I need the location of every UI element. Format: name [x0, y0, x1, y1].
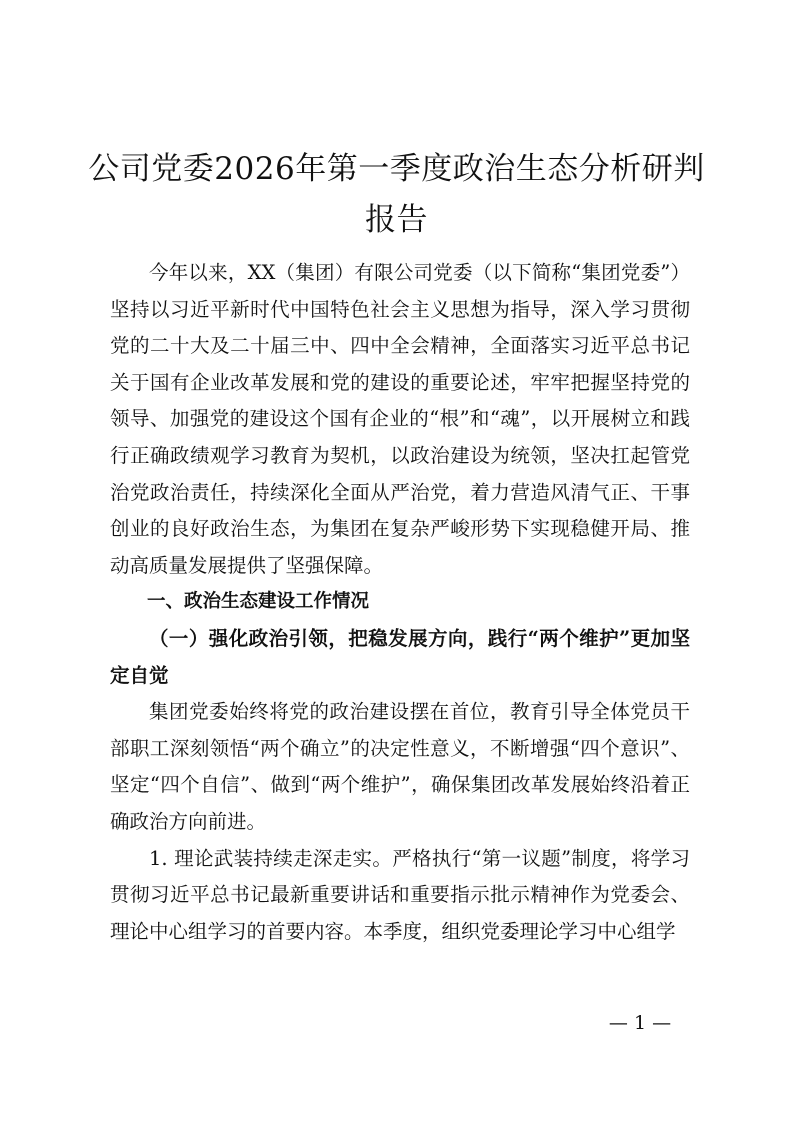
subsection-heading: （一）强化政治引领，把稳发展方向，践行“两个维护”更加坚定自觉	[110, 626, 690, 687]
document-body	[110, 255, 690, 950]
document-title: 公司党委2026年第一季度政治生态分析研判报告	[88, 151, 705, 238]
page-number: — 1 —	[608, 1012, 672, 1034]
numbered-paragraph: 1. 理论武装持续走深走实。严格执行“第一议题”制度，将学习贯彻习近平总书记最新重要讲话和重要指示批示精神作为党委会、理论中心组学习的首要内容。本季度，组织党委理论学习中心组学	[110, 846, 690, 943]
body-paragraph: 集团党委始终将党的政治建设摆在首位，教育引导全体党员干部职工深刻领悟“两个确立”的决定性意义，不断增强“四个意识”、坚定“四个自信”、做到“两个维护”，确保集团改革发展始终沿着正确政治方向前进。	[110, 700, 690, 833]
intro-paragraph: 今年以来，XX（集团）有限公司党委（以下简称“集团党委”）坚持以习近平新时代中国特色社会主义思想为指导，深入学习贯彻党的二十大及二十届三中、四中全会精神，全面落实习近平总书记关于国有企业改革发展和党的建设的重要论述，牢牢把握坚持党的领导、加强党的建设这个国有企业的“根”和“魂”，以开展树立和践行正确政绩观学习教育为契机，以政治建设为统领，坚决扛起管党治党政治责任，持续深化全面从严治党，着力营造风清气正、干事创业的良好政治生态，为集团在复杂严峻形势下实现稳健开局、推动高质量发展提供了坚强保障。	[110, 261, 690, 577]
section-heading: 一、政治生态建设工作情况	[147, 591, 370, 613]
